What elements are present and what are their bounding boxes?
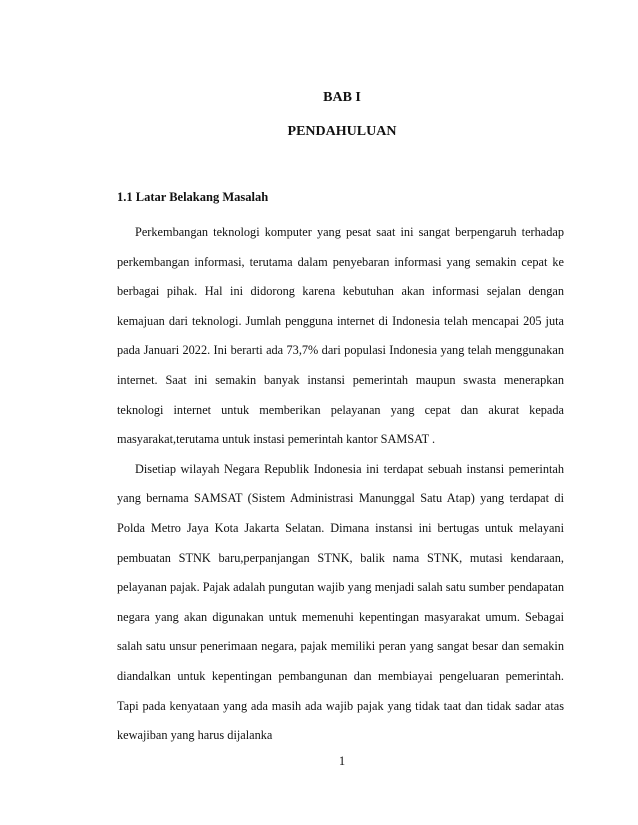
chapter-number: BAB I xyxy=(323,90,361,105)
chapter-title: PENDAHULUAN xyxy=(287,124,397,139)
body-text xyxy=(117,218,564,751)
paragraph-2: Disetiap wilayah Negara Republik Indonesia ini terdapat sebuah instansi pemerintah yang bernama SAMSAT (Sistem Administrasi Manunggal Satu Atap) yang terdapat di Polda Metro Jaya Kota Jakarta Selatan. Dimana instansi ini bertugas untuk melayani pembuatan STNK baru,perpanjangan STNK, balik nama STNK, mutasi kendaraan, pelayanan pajak. Pajak adalah pungutan wajib yang menjadi salah satu sumber pendapatan negara yang akan digunakan untuk memenuhi kepentingan masyarakat umum. Sebagai salah satu unsur penerimaan negara, pajak memiliki peran yang sangat besar dan semakin diandalkan untuk kepentingan pembangunan dan membiayai pengeluaran pemerintah. Tapi pada kenyataan yang ada masih ada wajib pajak yang tidak taat dan tidak sadar atas kewajiban yang harus dijalanka xyxy=(117,461,564,743)
paragraph-1: Perkembangan teknologi komputer yang pesat saat ini sangat berpengaruh terhadap perkembangan informasi, terutama dalam penyebaran informasi yang semakin cepat ke berbagai pihak. Hal ini didorong karena kebutuhan akan informasi sejalan dengan kemajuan dari teknologi. Jumlah pengguna internet di Indonesia telah mencapai 205 juta pada Januari 2022. Ini berarti ada 73,7% dari populasi Indonesia yang telah menggunakan internet. Saat ini semakin banyak instansi pemerintah maupun swasta menerapkan teknologi internet untuk memberikan pelayanan yang cepat dan akurat kepada masyarakat,terutama untuk instasi pemerintah kantor SAMSAT . xyxy=(117,225,564,447)
page-number: 1 xyxy=(338,754,346,768)
section-heading: 1.1 Latar Belakang Masalah xyxy=(117,190,269,204)
